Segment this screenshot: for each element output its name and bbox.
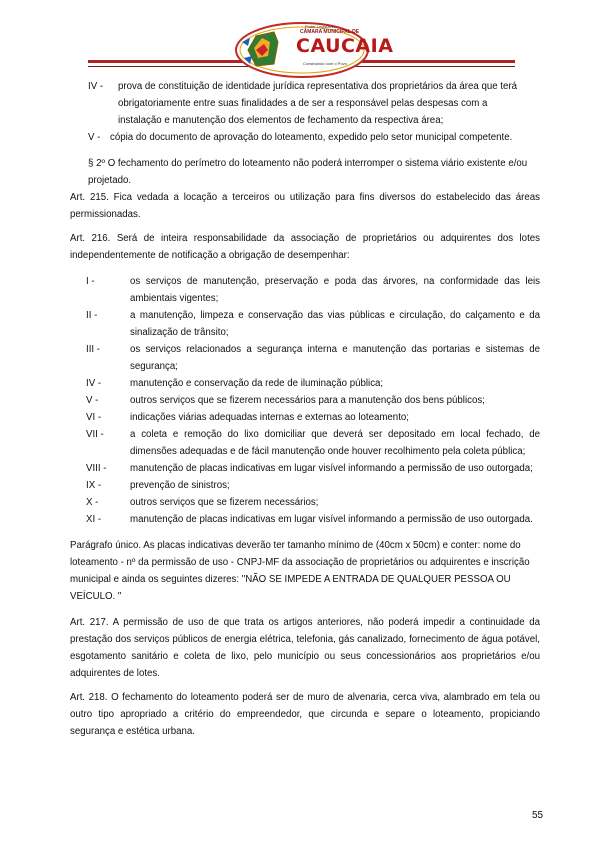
item-number: VII -: [86, 429, 104, 440]
inciso-v-previous: [88, 129, 540, 146]
list-item: [86, 307, 540, 341]
item-number: II -: [86, 310, 98, 321]
list-item: [86, 460, 540, 477]
item-text: a manutenção, limpeza e conservação das vias públicas e circulação, do calçamento e da sinalização de trânsito;: [130, 310, 540, 338]
logo-city-name: CAUCAIA: [296, 35, 394, 57]
article-216: Art. 216. Será de inteira responsabilidade da associação de proprietários ou adquirentes dos lotes independentemente de notificação a obrigação de desempenhar:: [70, 233, 540, 261]
paragrafo-unico: Parágrafo único. As placas indicativas deverão ter tamanho mínimo de (40cm x 50cm) e conter: nome do loteamento - nº da permissão de uso - CNPJ-MF da associação de proprietários ou adquirentes e inscrição municipal e ainda os seguintes dizeres: "NÃO SE IMPEDE A ENTRADA DE QUALQUER PESSOA OU VEÍCULO. ": [70, 540, 530, 602]
header-rule-left: [88, 60, 258, 63]
page-header: [0, 6, 595, 88]
item-text: manutenção de placas indicativas em lugar visível informando a permissão de uso outorgada.: [130, 514, 533, 525]
logo-org-name: CÂMARA MUNICIPAL DE: [300, 29, 360, 35]
list-item: [86, 409, 540, 426]
list-item: [86, 511, 540, 528]
item-number: VIII -: [86, 463, 107, 474]
item-text: outros serviços que se fizerem necessários;: [130, 497, 319, 508]
item-number: IV -: [86, 378, 102, 389]
logo-tagline-top: Poder Legislativo: [305, 24, 336, 29]
article-218: Art. 218. O fechamento do loteamento poderá ser de muro de alvenaria, cerca viva, alambrado em tela ou outro tipo apropriado a critério do empreendedor, que circunda e separe o loteamento, propiciando segurança e estética urbana.: [70, 692, 540, 737]
item-number: X -: [86, 497, 99, 508]
list-item: [86, 494, 540, 511]
inciso-label: IV -: [88, 81, 104, 92]
list-item: [86, 341, 540, 375]
item-number: I -: [86, 276, 95, 287]
list-item: [86, 392, 540, 409]
item-text: manutenção de placas indicativas em lugar visível informando a permissão de uso outorgada;: [130, 463, 533, 474]
inciso-text-line: obrigatoriamente entre suas finalidades a de ser a responsável pelas despesas com a: [118, 98, 488, 109]
item-text: prevenção de sinistros;: [130, 480, 230, 491]
item-text: a coleta e remoção do lixo domiciliar que deverá ser depositado em local fechado, de dimensões adequadas e de fácil manutenção onde houver recolhimento pela coleta pública;: [130, 429, 540, 457]
page-number: 55: [532, 810, 544, 821]
inciso-text-line: prova de constituição de identidade jurídica representativa dos proprietários da área que terá: [118, 81, 518, 92]
list-item: [86, 477, 540, 494]
item-number: V -: [86, 395, 99, 406]
item-number: III -: [86, 344, 100, 355]
header-rule-right: [345, 60, 515, 63]
logo-tagline-bottom: Construindo com o Povo: [303, 61, 347, 66]
list-item: [86, 426, 540, 460]
item-text: outros serviços que se fizerem necessários para a manutenção dos bens públicos;: [130, 395, 485, 406]
item-number: VI -: [86, 412, 102, 423]
document-body: [70, 78, 540, 740]
header-rule-thin-right: [345, 66, 515, 67]
inciso-label: V -: [88, 132, 101, 143]
article-216-items: [70, 273, 540, 528]
inciso-iv-previous: [88, 78, 540, 95]
item-text: os serviços de manutenção, preservação e poda das árvores, na conformidade das leis ambientais vigentes;: [130, 276, 540, 304]
article-215: Art. 215. Fica vedada a locação a terceiros ou utilização para fins diversos do estabelecido das áreas permissionadas.: [70, 192, 540, 220]
header-rule-thin-left: [88, 66, 258, 67]
inciso-text-line: instalação e manutenção dos elementos de fechamento da respectiva área;: [118, 115, 444, 126]
article-217: Art. 217. A permissão de uso de que trata os artigos anteriores, não poderá impedir a continuidade da prestação dos serviços públicos de energia elétrica, telefonia, gás canalizado, fornecimento de água potável, esgotamento sanitário e coleta de lixo, pelo município ou seus concessionários aos proprietários e/ou adquirentes de lotes.: [70, 617, 540, 679]
list-item: [86, 375, 540, 392]
paragraph-2: § 2º O fechamento do perímetro do loteamento não poderá interromper o sistema viário existente e/ou projetado.: [88, 158, 528, 186]
item-text: manutenção e conservação da rede de iluminação pública;: [130, 378, 384, 389]
inciso-text-line: cópia do documento de aprovação do loteamento, expedido pelo setor municipal competente.: [110, 132, 513, 143]
item-number: IX -: [86, 480, 102, 491]
item-text: os serviços relacionados a segurança interna e manutenção das portarias e sistemas de segurança;: [130, 344, 540, 372]
item-number: XI -: [86, 514, 102, 525]
item-text: indicações viárias adequadas internas e externas ao loteamento;: [130, 412, 409, 423]
list-item: [86, 273, 540, 307]
